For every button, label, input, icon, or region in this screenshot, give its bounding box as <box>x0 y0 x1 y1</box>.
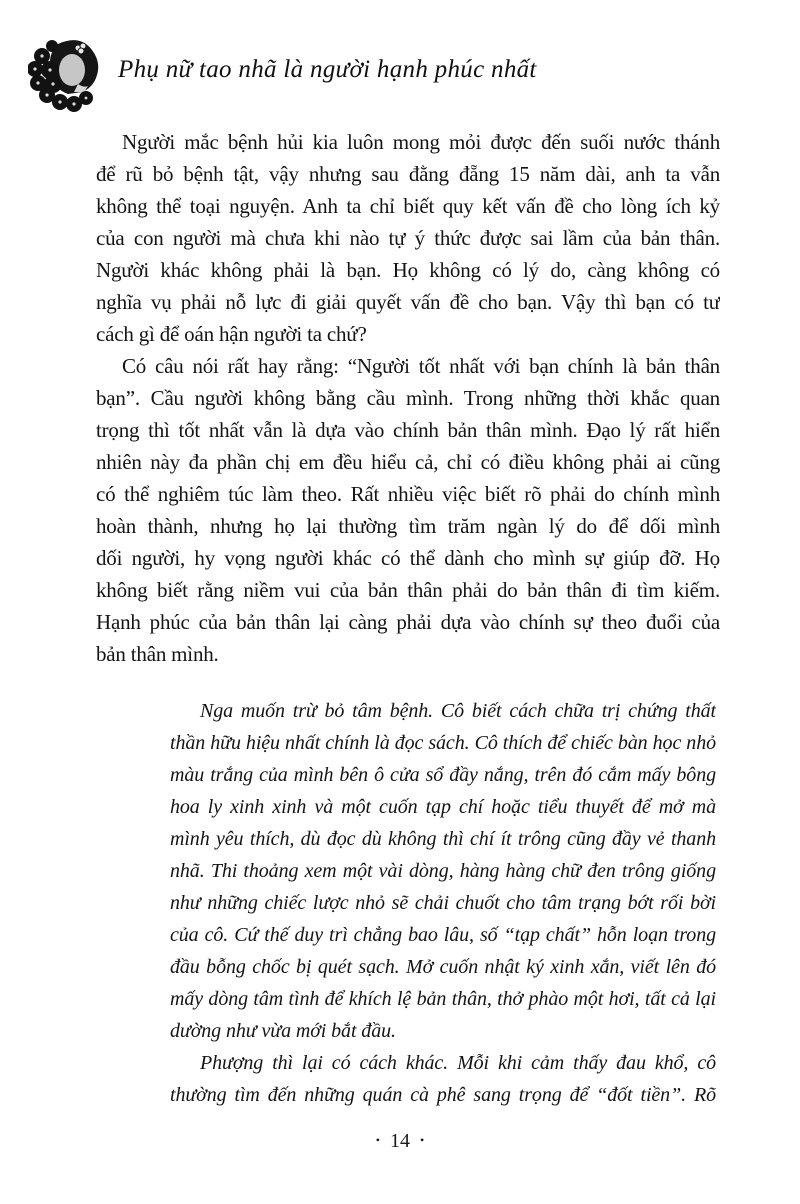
text-line: bản thân mình. <box>96 642 219 666</box>
text-line: trọng thì tốt nhất vẫn là dựa vào chính bản thân mình. Đạo lý rất hiển <box>96 418 720 442</box>
quoted-paragraph <box>170 695 716 1047</box>
text-line: nghĩa vụ phải nỗ lực đi giải quyết vấn đề cho bạn. Vậy thì bạn có tư <box>96 290 720 314</box>
paragraph <box>96 350 720 670</box>
text-line: màu trắng của mình bên ô cửa sổ đầy nắng, trên đó cắm mấy bông <box>170 764 716 786</box>
text-line: đầu bỗng chốc bị quét sạch. Mở cuốn nhật ký xinh xắn, viết lên đó <box>170 956 716 978</box>
text-line: thường tìm đến những quán cà phê sang trọng để “đốt tiền”. Rõ <box>170 1084 716 1106</box>
text-line: bạn”. Cầu người không bằng cầu mình. Trong những thời khắc quan <box>96 386 720 410</box>
text-line: Người mắc bệnh hủi kia luôn mong mỏi được đến suối nước thánh <box>122 130 720 154</box>
text-line: không biết rằng niềm vui của bản thân phải do bản thân đi tìm kiếm. <box>96 578 720 602</box>
text-line: của con người mà chưa khi nào tự ý thức được sai lầm của bản thân. <box>96 226 720 250</box>
woman-with-flowers-ornament-icon <box>28 36 104 112</box>
text-line: nhã. Thi thoảng xem một vài dòng, hàng hàng chữ đen trông giống <box>170 860 716 882</box>
text-line: thần hữu hiệu nhất chính là đọc sách. Cô thích để chiếc bàn học nhỏ <box>170 732 716 754</box>
text-line: Có câu nói rất hay rằng: “Người tốt nhất với bạn chính là bản thân <box>122 354 720 378</box>
text-line: hoàn thành, nhưng họ lại thường tìm trăm ngàn lý do để dối mình <box>96 514 720 538</box>
text-line: như những chiếc lược nhỏ sẽ chải chuốt cho tâm trạng bớt rối bời <box>170 892 716 914</box>
footer-right-bullet-icon: • <box>420 1133 425 1147</box>
text-line: cách gì để oán hận người ta chứ? <box>96 322 367 346</box>
footer-page-number-value: 14 <box>390 1130 410 1152</box>
text-line: dường như vừa mới bắt đầu. <box>170 1020 396 1042</box>
footer-left-bullet-icon: • <box>375 1133 380 1147</box>
paragraph <box>96 126 720 350</box>
text-line: Phượng thì lại có cách khác. Mỗi khi cảm thấy đau khổ, cô <box>200 1052 716 1074</box>
page-number <box>0 1130 800 1153</box>
text-line: dối người, hy vọng người khác có thể dành cho mình sự giúp đỡ. Họ <box>96 546 720 570</box>
text-line: Hạnh phúc của bản thân lại càng phải dựa vào chính sự theo đuổi của <box>96 610 720 634</box>
text-line: nhiên này đa phần chị em đều hiểu cả, chỉ có điều không phải ai cũng <box>96 450 720 474</box>
text-line: Nga muốn trừ bỏ tâm bệnh. Cô biết cách chữa trị chứng thất <box>200 700 716 722</box>
text-line: không thể toại nguyện. Anh ta chỉ biết quy kết vấn đề cho lòng ích kỷ <box>96 194 720 218</box>
page-body-text <box>96 126 720 1111</box>
text-line: để rũ bỏ bệnh tật, vậy nhưng sau đằng đẵng 15 năm dài, anh ta vẫn <box>96 162 720 186</box>
text-line: mình yêu thích, dù đọc dù không thì chí ít trông cũng đầy vẻ thanh <box>170 828 716 850</box>
running-header-title: Phụ nữ tao nhã là người hạnh phúc nhất <box>118 56 537 83</box>
text-line: Người khác không phải là bạn. Họ không có lý do, càng không có <box>96 258 720 282</box>
text-line: hoa ly xinh xinh và một cuốn tạp chí hoặc tiểu thuyết để mở mà <box>170 796 716 818</box>
text-line: có thể nghiêm túc làm theo. Rất nhiều việc biết rõ phải do chính mình <box>96 482 720 506</box>
text-line: mấy dòng tâm tình để khích lệ bản thân, thở phào một hơi, tất cả lại <box>170 988 716 1010</box>
text-line: của cô. Cứ thế duy trì chẳng bao lâu, số “tạp chất” hỗn loạn trong <box>170 924 716 946</box>
quoted-paragraph <box>170 1047 716 1111</box>
